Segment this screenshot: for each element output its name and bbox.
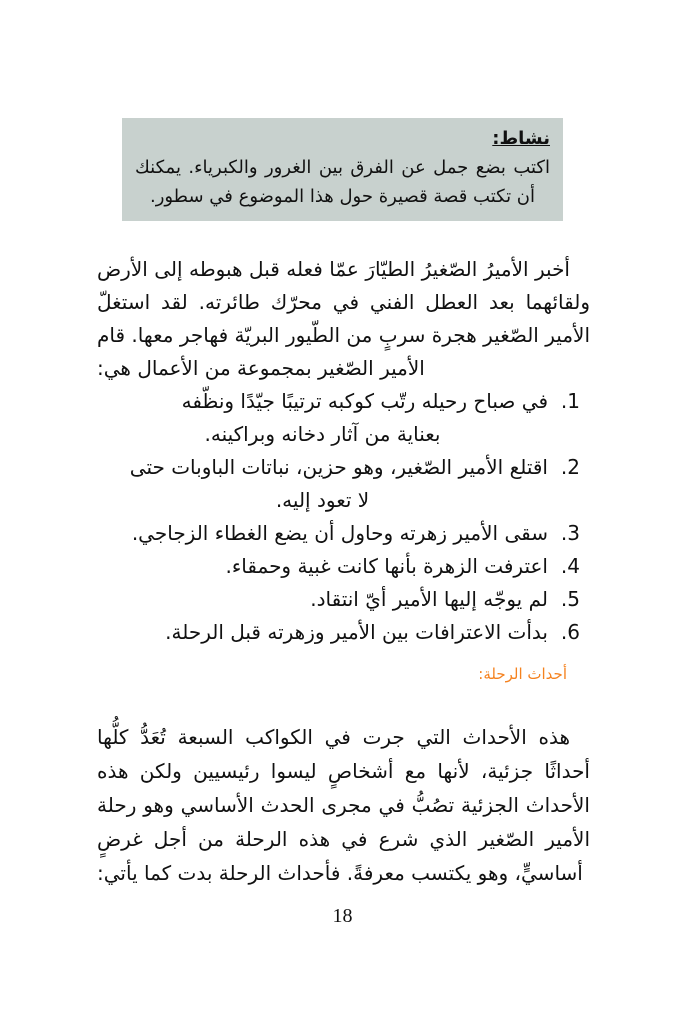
list-item-line1: اقتلع الأمير الصّغير، وهو حزين، نباتات الباوبات حتى (129, 455, 548, 479)
list-item-number: 3. (560, 521, 580, 545)
list-item-text (97, 616, 548, 649)
list-item (97, 550, 580, 583)
list-item-line1: في صباح رحيله رتّب كوكبه ترتيبًا جيّدًا ونظّفه (181, 389, 548, 413)
list-item-text (97, 385, 548, 451)
page-number: 18 (332, 905, 353, 927)
activity-title: نشاط: (492, 128, 550, 149)
list-item-line1: بدأت الاعترافات بين الأمير وزهرته قبل الرحلة. (165, 620, 548, 644)
activity-box (122, 118, 563, 221)
section-heading: أحداث الرحلة: (478, 665, 567, 683)
actions-list (97, 385, 580, 649)
list-item-line1: اعترفت الزهرة بأنها كانت غبية وحمقاء. (225, 554, 548, 578)
list-item-number: 6. (560, 620, 580, 644)
list-item-number: 5. (560, 587, 580, 611)
list-item-number: 1. (560, 389, 580, 413)
list-item (97, 385, 580, 451)
list-item-number: 2. (560, 455, 580, 479)
list-item-text (97, 517, 548, 550)
list-item-line2: بعناية من آثار دخانه وبراكينه. (204, 422, 441, 446)
list-item-text (97, 550, 548, 583)
list-item-text (97, 451, 548, 517)
paragraph-intro: أخبر الأميرُ الصّغيرُ الطيّارَ عمّا فعله قبل هبوطه إلى الأرض ولقائهما بعد العطل الفني في محرّك طائرته. لقد استغلّ الأمير الصّغير هجرة سربٍ من الطّيور البريّة فهاجر معها. قام الأمير الصّغير بمجموعة من الأعمال هي: (97, 257, 590, 380)
list-item-line2: لا تعود إليه. (275, 488, 370, 512)
list-item (97, 616, 580, 649)
list-item-number: 4. (560, 554, 580, 578)
list-item (97, 517, 580, 550)
list-item (97, 583, 580, 616)
paragraph-journey: هذه الأحداث التي جرت في الكواكب السبعة تُعَدُّ كلُّها أحداثًا جزئية، لأنها مع أشخاصٍ ليسوا رئيسيين ولكن هذه الأحداث الجزئية تصُبُّ في مجرى الحدث الأساسي وهو رحلة الأمير الصّغير الذي شرع في هذه الرحلة من أجل غرضٍ أساسيٍّ، وهو يكتسب معرفةً. فأحداث الرحلة بدت كما يأتي: (97, 725, 590, 885)
list-item-line1: لم يوجّه إليها الأمير أيّ انتقاد. (310, 587, 548, 611)
list-item (97, 451, 580, 517)
list-item-text (97, 583, 548, 616)
list-item-line1: سقى الأمير زهرته وحاول أن يضع الغطاء الزجاجي. (131, 521, 548, 545)
activity-body-text: اكتب بضع جمل عن الفرق بين الغرور والكبرياء. يمكنك أن تكتب قصة قصيرة حول هذا الموضوع في سطور. (135, 157, 550, 207)
